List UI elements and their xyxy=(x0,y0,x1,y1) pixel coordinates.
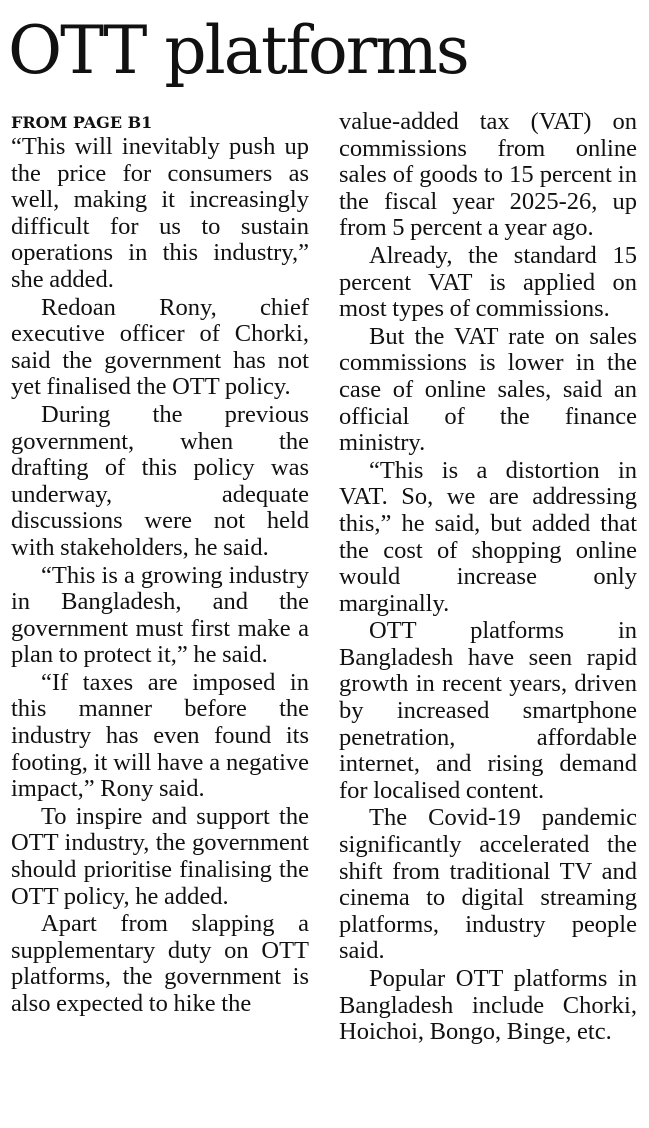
paragraph: “This will inevitably push up the price for consumers as well, making it increasingly difficult for us to sustain operations in this industry,” she added. xyxy=(11,133,309,293)
paragraph: Apart from slapping a supplementary duty on OTT platforms, the government is also expected to hike the xyxy=(11,910,309,1017)
paragraph: Redoan Rony, chief executive officer of Chorki, said the government has not yet finalised the OTT policy. xyxy=(11,293,309,401)
jump-line: FROM PAGE B1 xyxy=(11,113,153,132)
paragraph: value-added tax (VAT) on commissions from online sales of goods to 15 percent in the fiscal year 2025-26, up from 5 percent a year ago. xyxy=(339,108,637,242)
left-column xyxy=(11,112,309,1018)
paragraph: “This is a growing industry in Bangladesh, and the government must first make a plan to protect it,” he said. xyxy=(11,561,309,669)
right-column xyxy=(339,108,637,1046)
paragraph: But the VAT rate on sales commissions is lower in the case of online sales, said an official of the finance ministry. xyxy=(339,322,637,457)
paragraph: OTT platforms in Bangladesh have seen rapid growth in recent years, driven by increased smartphone penetration, affordable internet, and rising demand for localised content. xyxy=(339,617,637,804)
paragraph: The Covid-19 pandemic significantly accelerated the shift from traditional TV and cinema to digital streaming platforms, industry people said. xyxy=(339,804,637,965)
paragraph: Already, the standard 15 percent VAT is applied on most types of commissions. xyxy=(339,241,637,323)
paragraph: “This is a distortion in VAT. So, we are addressing this,” he said, but added that the cost of shopping online would increase only marginally. xyxy=(339,456,637,617)
paragraph: During the previous government, when the drafting of this policy was underway, adequate discussions were not held with stakeholders, he said. xyxy=(11,400,309,561)
headline: OTT platforms xyxy=(8,12,468,89)
paragraph: To inspire and support the OTT industry, the government should prioritise finalising the OTT policy, he added. xyxy=(11,802,309,910)
paragraph: Popular OTT platforms in Bangladesh include Chorki, Hoichoi, Bongo, Binge, etc. xyxy=(339,965,637,1046)
paragraph: “If taxes are imposed in this manner before the industry has even found its footing, it will have a negative impact,” Rony said. xyxy=(11,668,309,803)
